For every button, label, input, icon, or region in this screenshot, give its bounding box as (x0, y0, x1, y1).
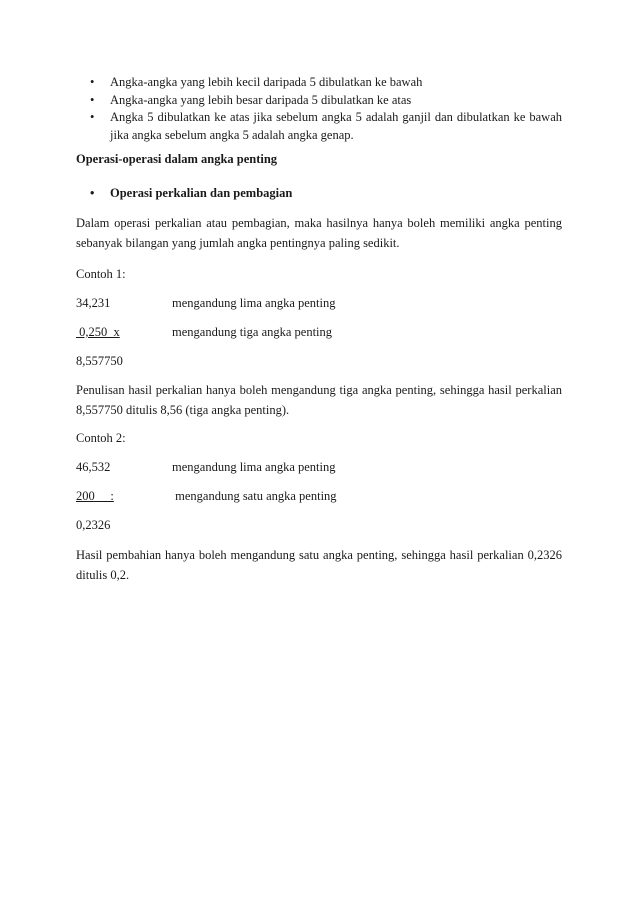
example1-explanation: Penulisan hasil perkalian hanya boleh mengandung tiga angka penting, sehingga hasil perkalian 8,557750 ditulis 8,56 (tiga angka penting). (76, 383, 562, 417)
bullet-icon: • (90, 186, 95, 200)
list-item (76, 92, 562, 110)
bullet-icon: • (90, 92, 95, 107)
example2-desc: mengandung satu angka penting (172, 489, 337, 503)
example2-explanation: Hasil pembahian hanya boleh mengandung satu angka penting, sehingga hasil perkalian 0,2326 ditulis 0,2. (76, 548, 562, 582)
example1-row (76, 294, 336, 312)
list-item-text: Angka-angka yang lebih besar daripada 5 dibulatkan ke atas (110, 92, 412, 107)
example2-row (76, 458, 336, 476)
example2-result: 0,2326 (76, 518, 111, 532)
example2-desc: mengandung lima angka penting (172, 460, 336, 474)
bullet-icon: • (90, 110, 95, 124)
example2-title: Contoh 2: (76, 431, 126, 445)
example1-value: 34,231 (76, 296, 111, 310)
example1-title: Contoh 1: (76, 267, 126, 281)
sub-bullet-text: Operasi perkalian dan pembagian (110, 186, 293, 200)
bullet-icon: • (90, 75, 95, 89)
example1-row (76, 323, 332, 341)
list-item-text: Angka-angka yang lebih kecil daripada 5 dibulatkan ke bawah (110, 75, 423, 89)
example1-desc: mengandung tiga angka penting (172, 325, 333, 339)
example2-row (76, 487, 337, 505)
section-heading: Operasi-operasi dalam angka penting (76, 152, 278, 166)
example2-value: 200 : (76, 489, 114, 503)
intro-paragraph: Dalam operasi perkalian atau pembagian, maka hasilnya hanya boleh memiliki angka penting sebanyak bilangan yang jumlah angka pentingnya paling sedikit. (76, 216, 562, 250)
list-item (76, 74, 562, 92)
example1-desc: mengandung lima angka penting (172, 296, 336, 310)
list-item (76, 109, 562, 144)
sub-bullet (90, 184, 292, 202)
example2-value: 46,532 (76, 460, 111, 474)
rounding-rules-list (76, 74, 562, 144)
example1-result: 8,557750 (76, 354, 123, 368)
example1-value: 0,250 x (76, 325, 120, 339)
list-item-text: Angka 5 dibulatkan ke atas jika sebelum angka 5 adalah ganjil dan dibulatkan ke bawah jika angka sebelum angka 5 adalah angka genap. (110, 110, 562, 142)
